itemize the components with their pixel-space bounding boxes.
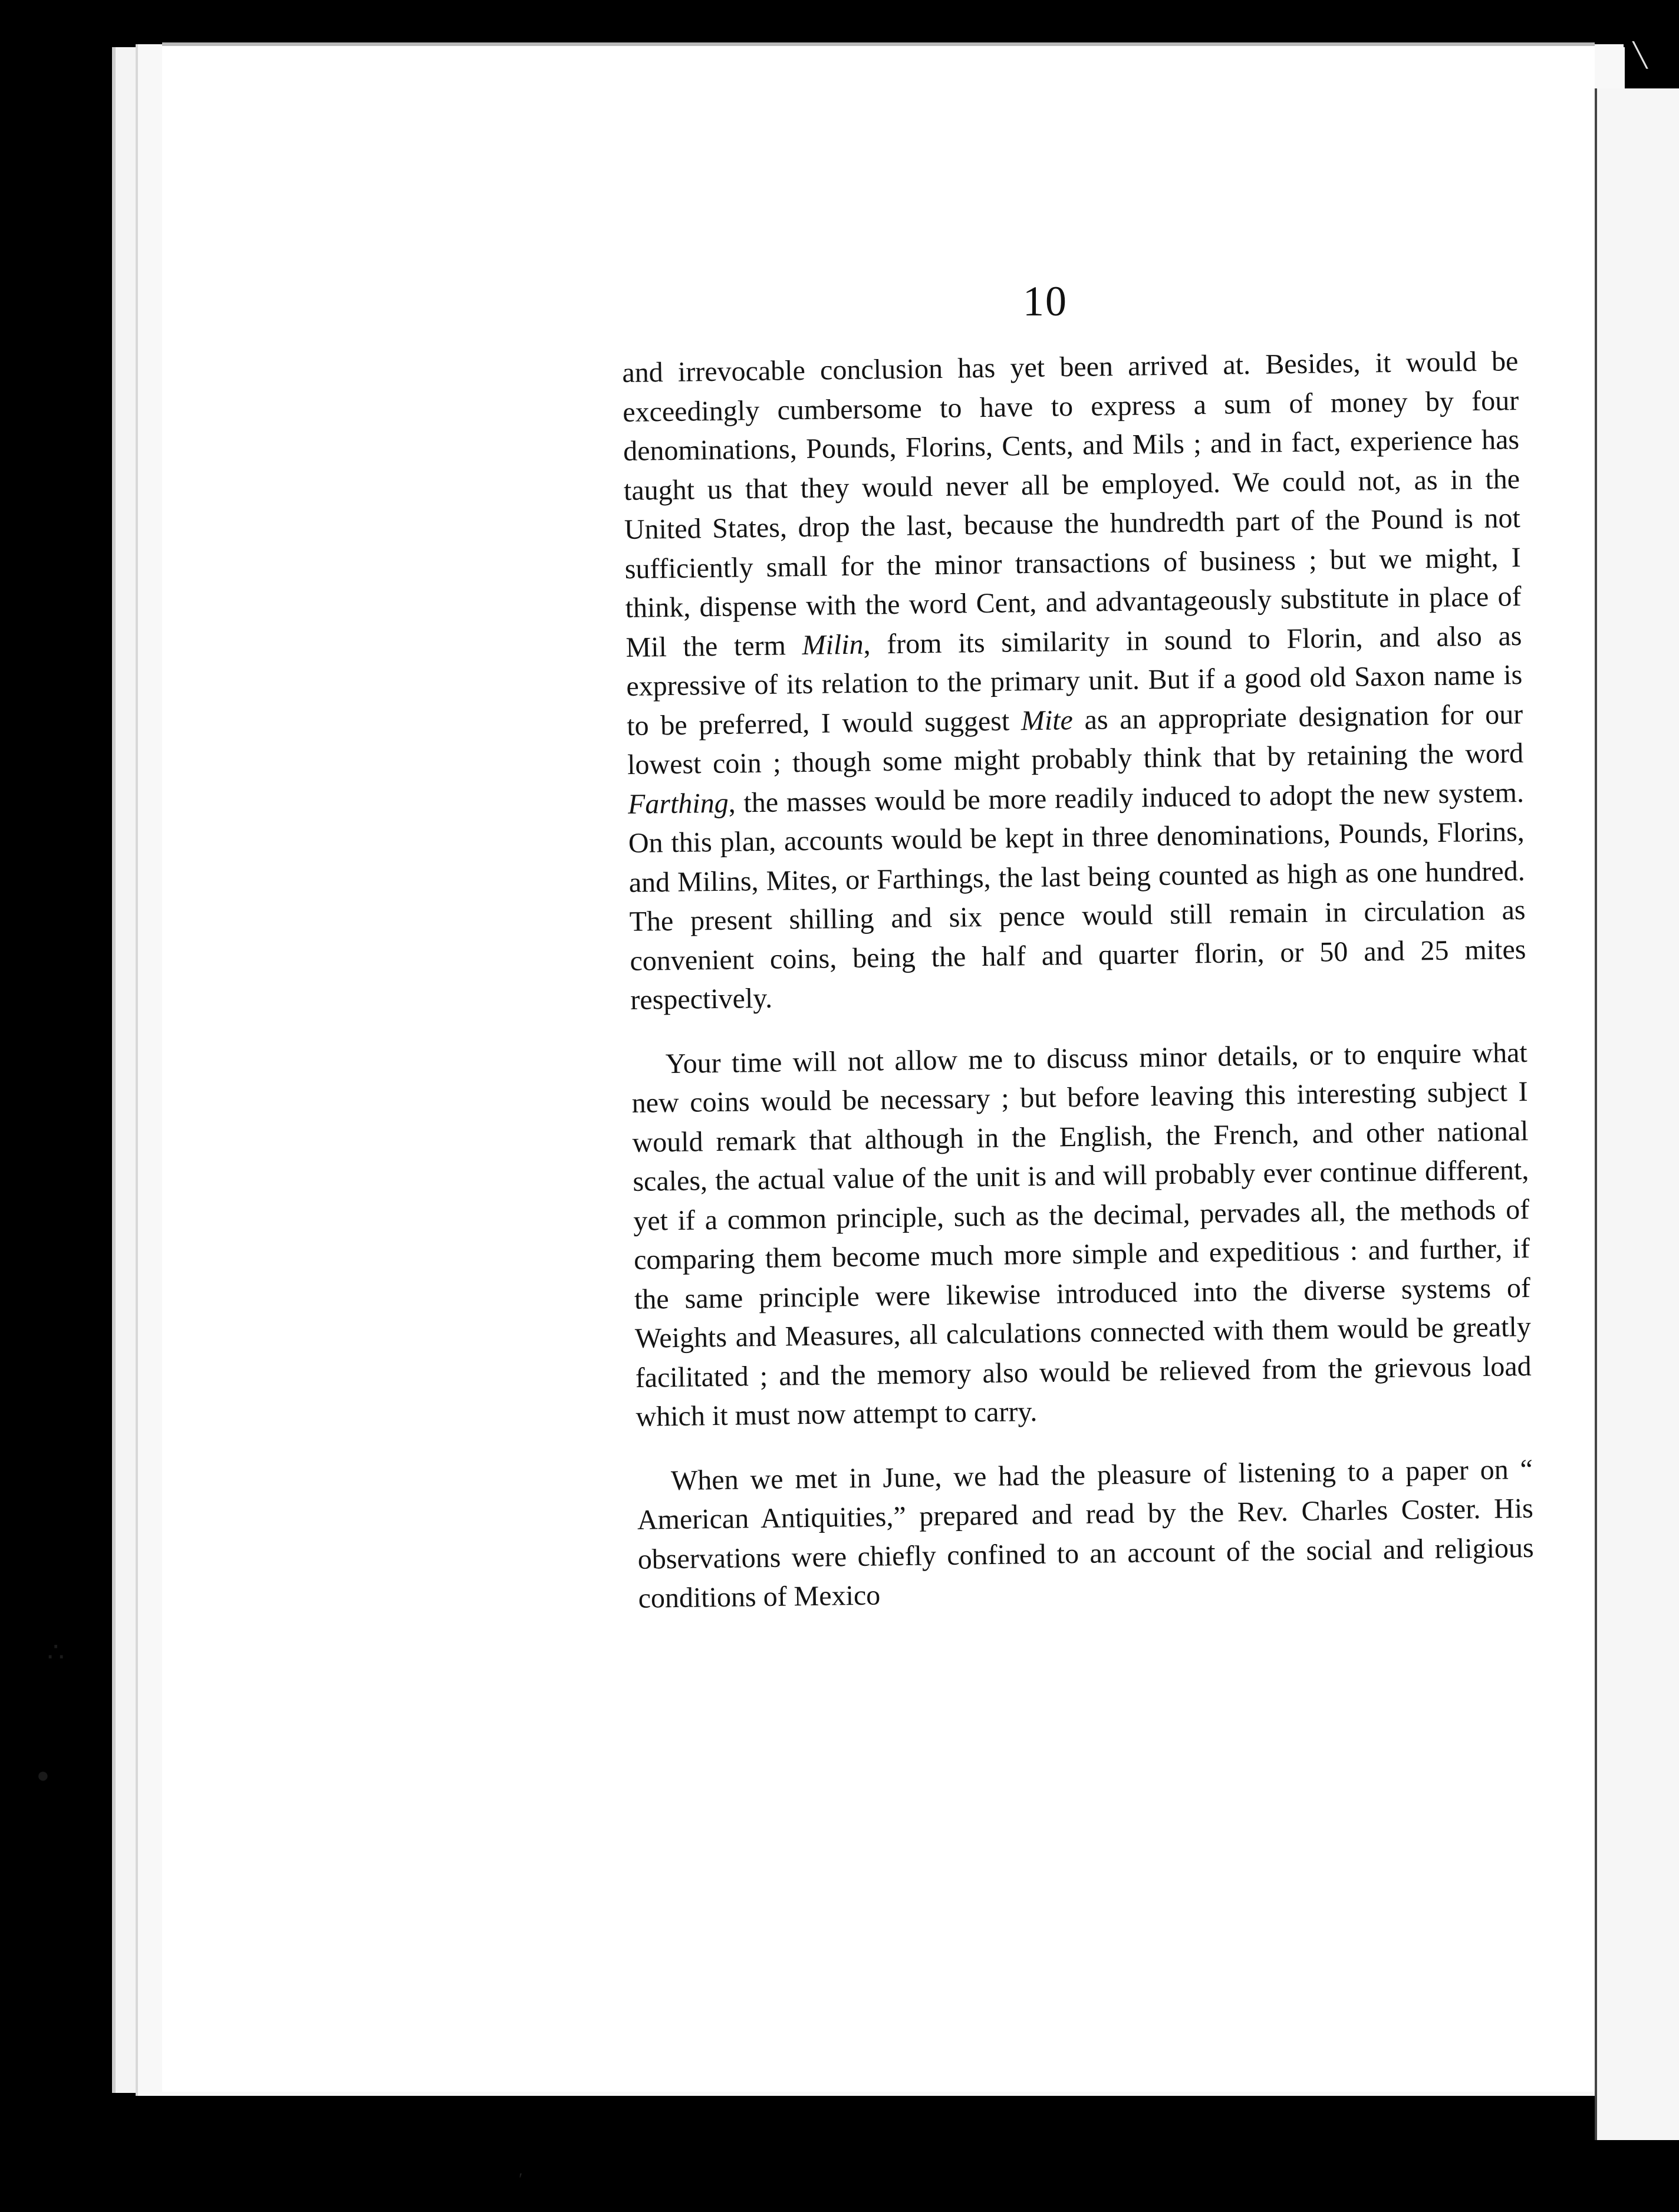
margin-mark: ●: [37, 1763, 50, 1787]
page-number: 10: [1023, 278, 1068, 325]
paragraph: and irrevocable conclusion has yet been arrived at. Besides, it would be exceedingly cumbersome to have to express a sum of money by four denominations, Pounds, Florins, Cents, and Mils ; and in fact, experience has taught us that they would never all be employed. We could not, as in the United States, drop the last, because the hundredth part of the Pound is not sufficiently small for the minor transactions of business ; but we might, I think, dispense with the word Cent, and advantageously substitute in place of Mil the term Milin, from its similarity in sound to Florin, and also as expressive of its relation to the primary unit. But if a good old Saxon name is to be preferred, I would suggest Mite as an appropriate designation for our lowest coin ; though some might probably think that by retaining the word Farthing, the masses would be more readily induced to adopt the new system. On this plan, accounts would be kept in three denominations, Pounds, Florins, and Milins, Mites, or Farthings, the last being counted as high as one hundred. The present shilling and six pence would still remain in circulation as convenient coins, being the half and quarter florin, or 50 and 25 mites respectively.: [622, 345, 1526, 1016]
body-text: [622, 342, 1535, 1618]
bottom-margin-mark: ′: [519, 2170, 523, 2189]
paragraph: Your time will not allow me to discuss minor details, or to enquire what new coins would be necessary ; but before leaving this interesting subject I would remark that although in the English, the French, and other national scales, the actual value of the unit is and will probably ever continue different, yet if a common principle, such as the decimal, pervades all, the methods of comparing them become much more simple and expeditious : and further, if the same principle were likewise introduced into the diverse systems of Weights and Measures, all calculations connected with them would be greatly facilitated ; and the memory also would be relieved from the grievous load which it must now attempt to carry.: [631, 1036, 1532, 1433]
paragraph: When we met in June, we had the pleasure of listening to a paper on “ American Antiquities,” prepared and read by the Rev. Charles Coster. His observations were chiefly confined to an account of the social and religious conditions of Mexico: [637, 1453, 1534, 1614]
margin-mark: ∴: [47, 1637, 65, 1667]
corner-mark: ╲: [1633, 42, 1648, 68]
facing-page-edge: [1595, 88, 1679, 2140]
